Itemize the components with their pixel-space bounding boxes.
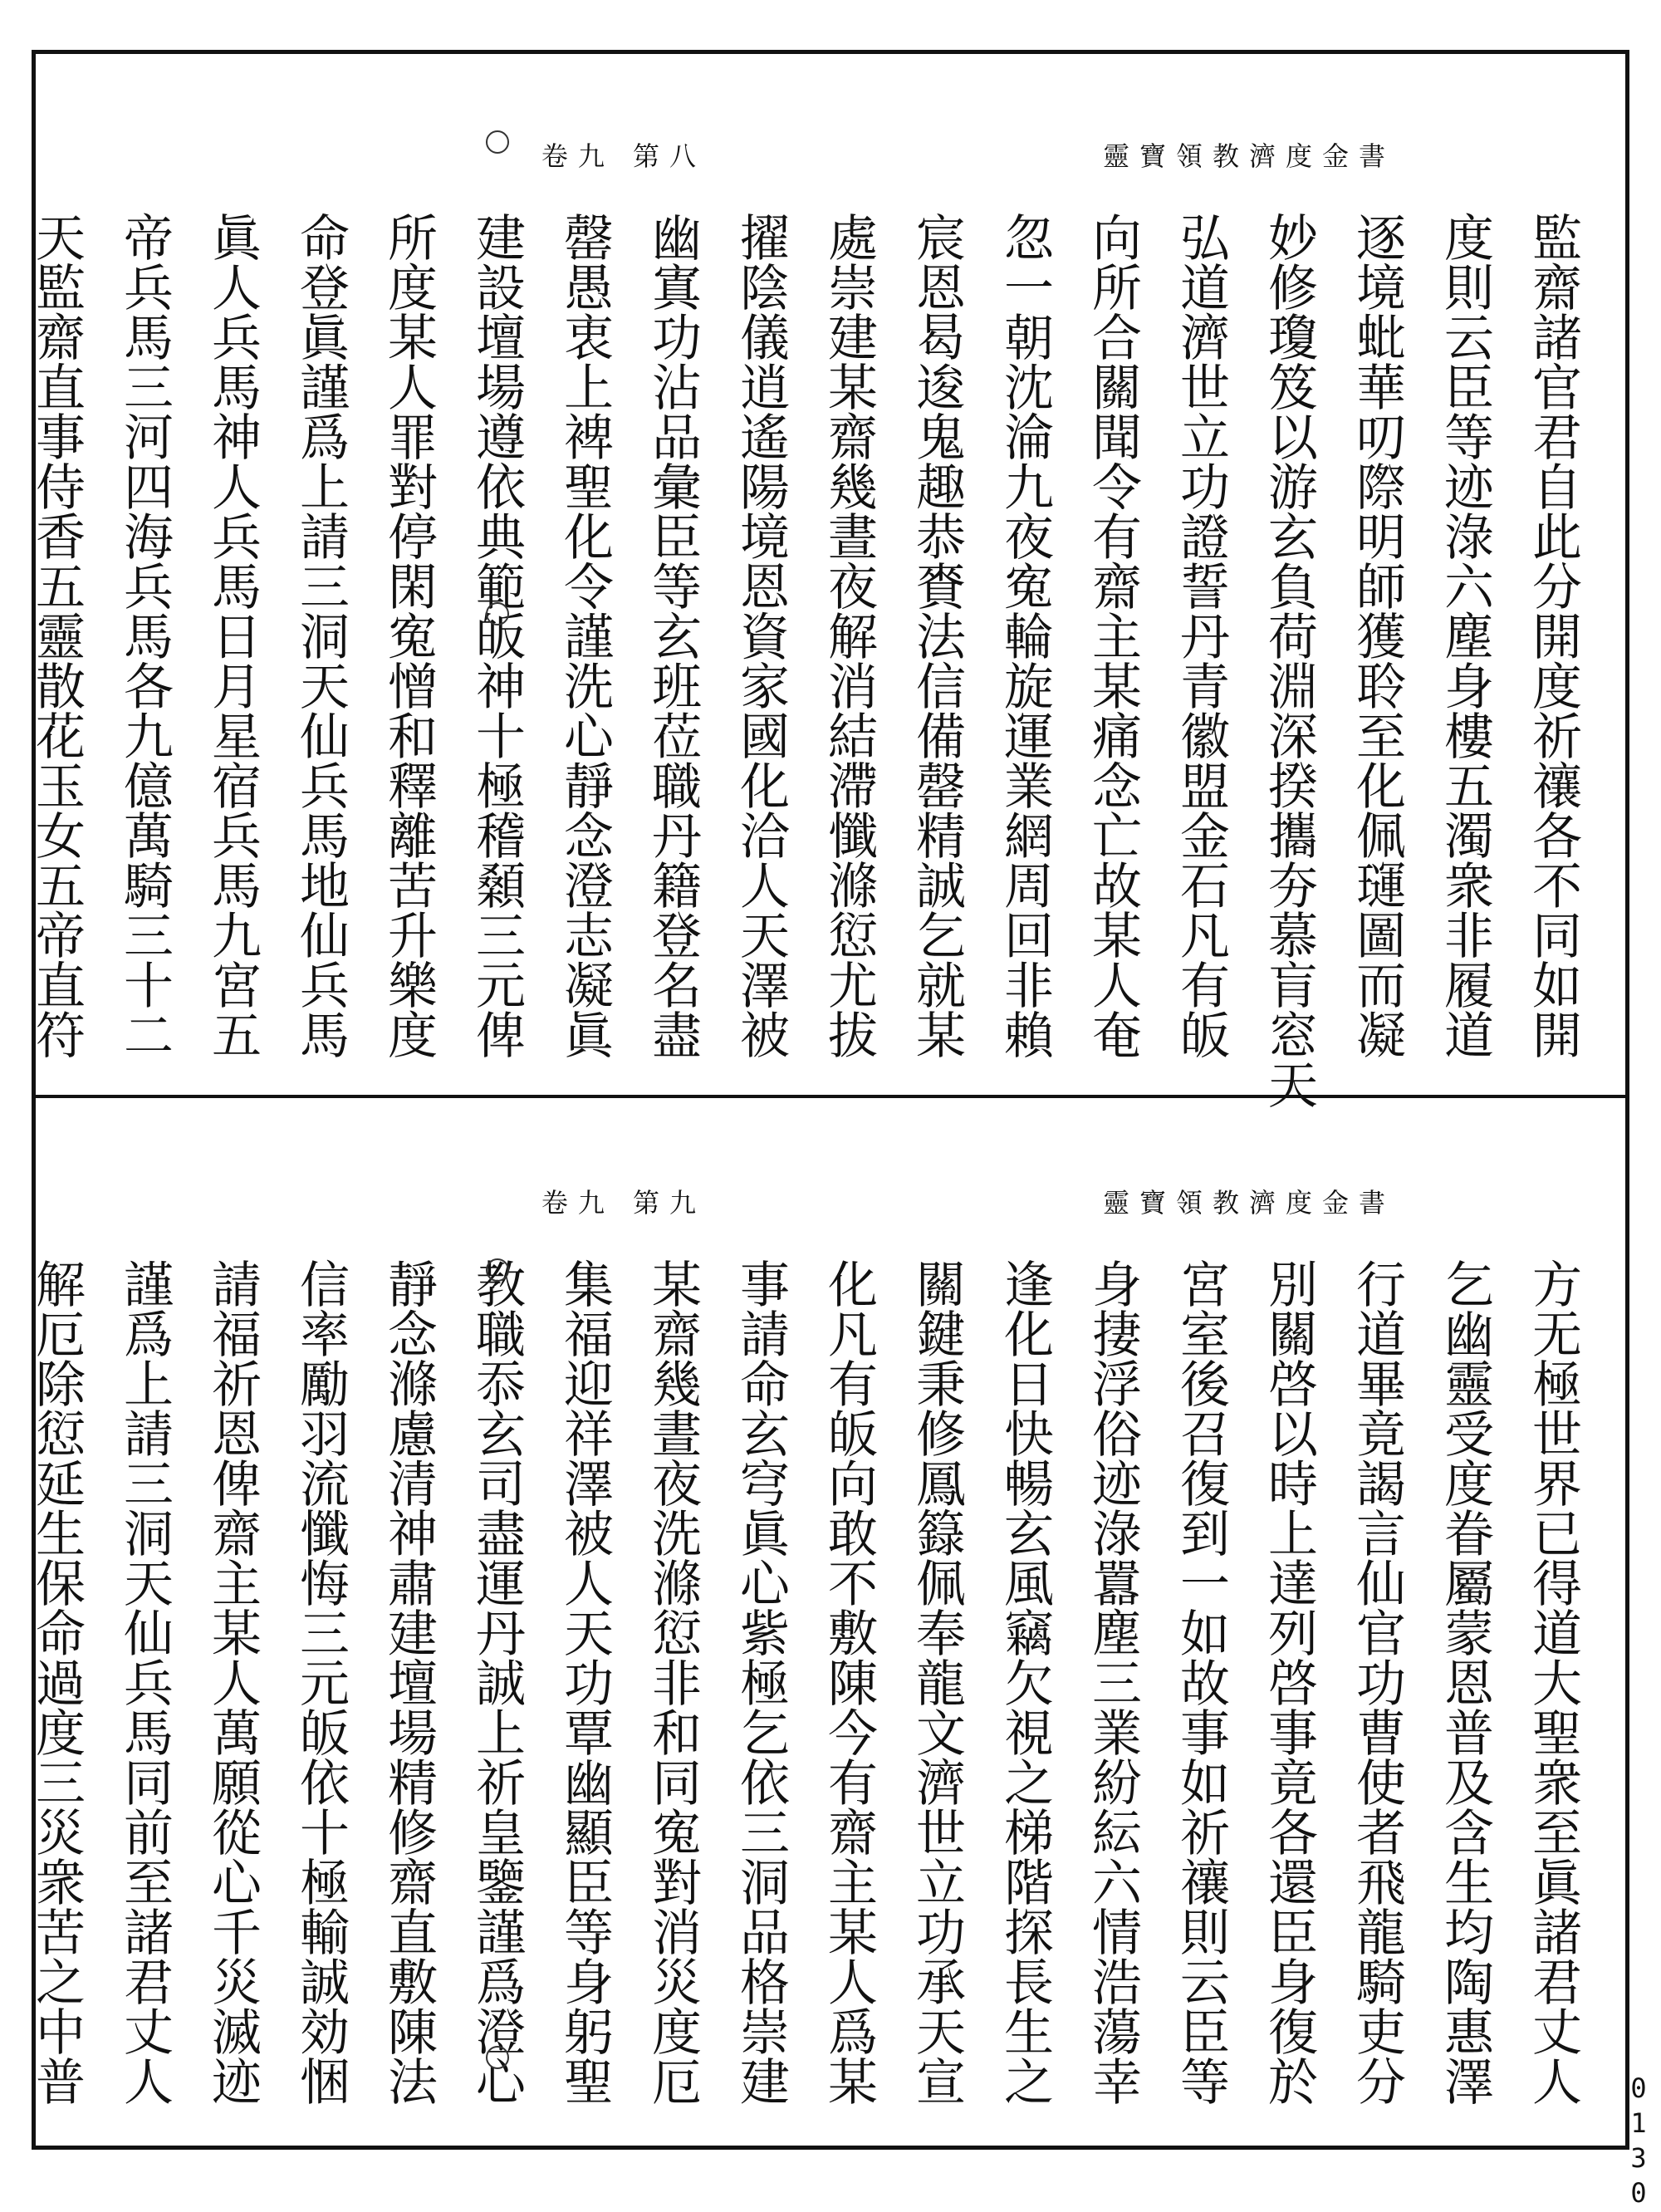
text-column: 化凡有皈向敢不敷陳今有齋主某人爲某: [820, 1258, 878, 2106]
header-volume: 卷九 第九: [541, 1187, 706, 1219]
text-column: 建設壇場遵依典範皈神十極稽顙三元俾: [468, 212, 526, 1059]
text-column: 處崇建某齋幾晝夜解消結滯懺滌愆尤拔: [820, 212, 878, 1059]
text-column: 請福祈恩俾齋主某人萬願從心千災滅迹: [203, 1258, 262, 2106]
text-column: 命登眞謹爲上請三洞天仙兵馬地仙兵馬: [292, 212, 350, 1059]
running-header: [66, 1175, 1586, 1225]
text-column: 帝兵馬三河四海兵馬各九億萬騎三十二: [115, 212, 174, 1059]
page-divider: [32, 1095, 1629, 1098]
running-header: [66, 129, 1586, 179]
binding-hole-icon: [486, 1258, 509, 1282]
header-title: 靈寶領教濟度金書: [1102, 1187, 1395, 1219]
text-column: 別關啓以時上達列啓事竟各還臣身復於: [1260, 1258, 1318, 2106]
text-column: 罄愚衷上裨聖化令謹洗心靜念澄志凝眞: [556, 212, 614, 1059]
page-number: 0130: [1623, 2072, 1654, 2212]
text-column: 向所合關聞令有齋主某痛念亡故某人奄: [1084, 212, 1142, 1059]
text-column: 教職忝玄司盡運丹誠上祈皇鑒謹爲澄心: [468, 1258, 526, 2106]
text-columns: [0, 1258, 1586, 2122]
text-column: 度則云臣等迹淥六塵身樓五濁衆非履道: [1436, 212, 1494, 1059]
text-column: 監齋諸官君自此分開度祈禳各不同如開: [1524, 212, 1582, 1059]
text-column: 行道畢竟謁言仙官功曹使者飛龍騎吏分: [1348, 1258, 1406, 2106]
binding-hole-icon: [486, 2046, 509, 2069]
text-column: 關鍵秉修鳳籙佩奉龍文濟世立功承天宣: [908, 1258, 966, 2106]
text-column: 妙修瓊笈以游玄負荷淵深揆攜夯慕肓窓天: [1260, 212, 1318, 1109]
text-column: 集福迎祥澤被人天功覃幽顯臣等身躬聖: [556, 1258, 614, 2106]
binding-hole-icon: [486, 130, 509, 154]
text-column: 宮室後召復到一如故事如祈禳則云臣等: [1172, 1258, 1230, 2106]
text-column: 天監齋直事侍香五靈散花玉女五帝直符: [27, 212, 86, 1059]
text-column: 宸恩曷逡鬼趣恭賚法信備罄精誠乞就某: [908, 212, 966, 1059]
text-column: 方无極世界已得道大聖衆至眞諸君丈人: [1524, 1258, 1582, 2106]
text-column: 幽寘功沾品彙臣等玄班莅職丹籍登名盡: [644, 212, 702, 1059]
text-column: 逢化日快暢玄風竊欠視之梯階探長生之: [996, 1258, 1054, 2106]
text-column: [0, 1258, 2, 2122]
header-volume: 卷九 第八: [541, 140, 706, 172]
text-columns: [0, 212, 1586, 1109]
text-column: 忽一朝沈淪九夜寃輪旋運業網周回非賴: [996, 212, 1054, 1059]
upper-page: [27, 129, 1586, 1109]
text-column: 眞人兵馬神人兵馬日月星宿兵馬九宮五: [203, 212, 262, 1059]
text-column: [0, 212, 2, 1076]
text-column: 某齋幾晝夜洗滌愆非和同寃對消災度厄: [644, 1258, 702, 2106]
text-column: 事請命玄穹眞心紫極乞依三洞品格崇建: [732, 1258, 790, 2106]
text-column: 弘道濟世立功證誓丹青徽盟金石凡有皈: [1172, 212, 1230, 1059]
binding-hole-icon: [486, 602, 509, 625]
text-column: 乞幽靈受度眷屬蒙恩普及含生均陶惠澤: [1436, 1258, 1494, 2106]
text-column: 靜念滌慮清神肅建壇場精修齋直敷陳法: [380, 1258, 438, 2106]
text-column: 擢陰儀逍遙陽境恩資家國化洽人天澤被: [732, 212, 790, 1059]
lower-page: [27, 1175, 1586, 2122]
text-column: 所度某人罪對停閑寃憎和釋離苦升樂度: [380, 212, 438, 1059]
text-column: 謹爲上請三洞天仙兵馬同前至諸君丈人: [115, 1258, 174, 2106]
text-column: 逐境蚍華叨際明師獲聆至化佩璭圖而凝: [1348, 212, 1406, 1059]
text-column: 解厄除愆延生保命過度三災衆苦之中普: [27, 1258, 86, 2106]
header-title: 靈寶領教濟度金書: [1102, 140, 1395, 172]
text-column: 身捿浮俗迹淥囂塵三業紛紜六情浩蕩幸: [1084, 1258, 1142, 2106]
text-column: 信率勵羽流懺悔三元皈依十極輸誠効悃: [292, 1258, 350, 2106]
